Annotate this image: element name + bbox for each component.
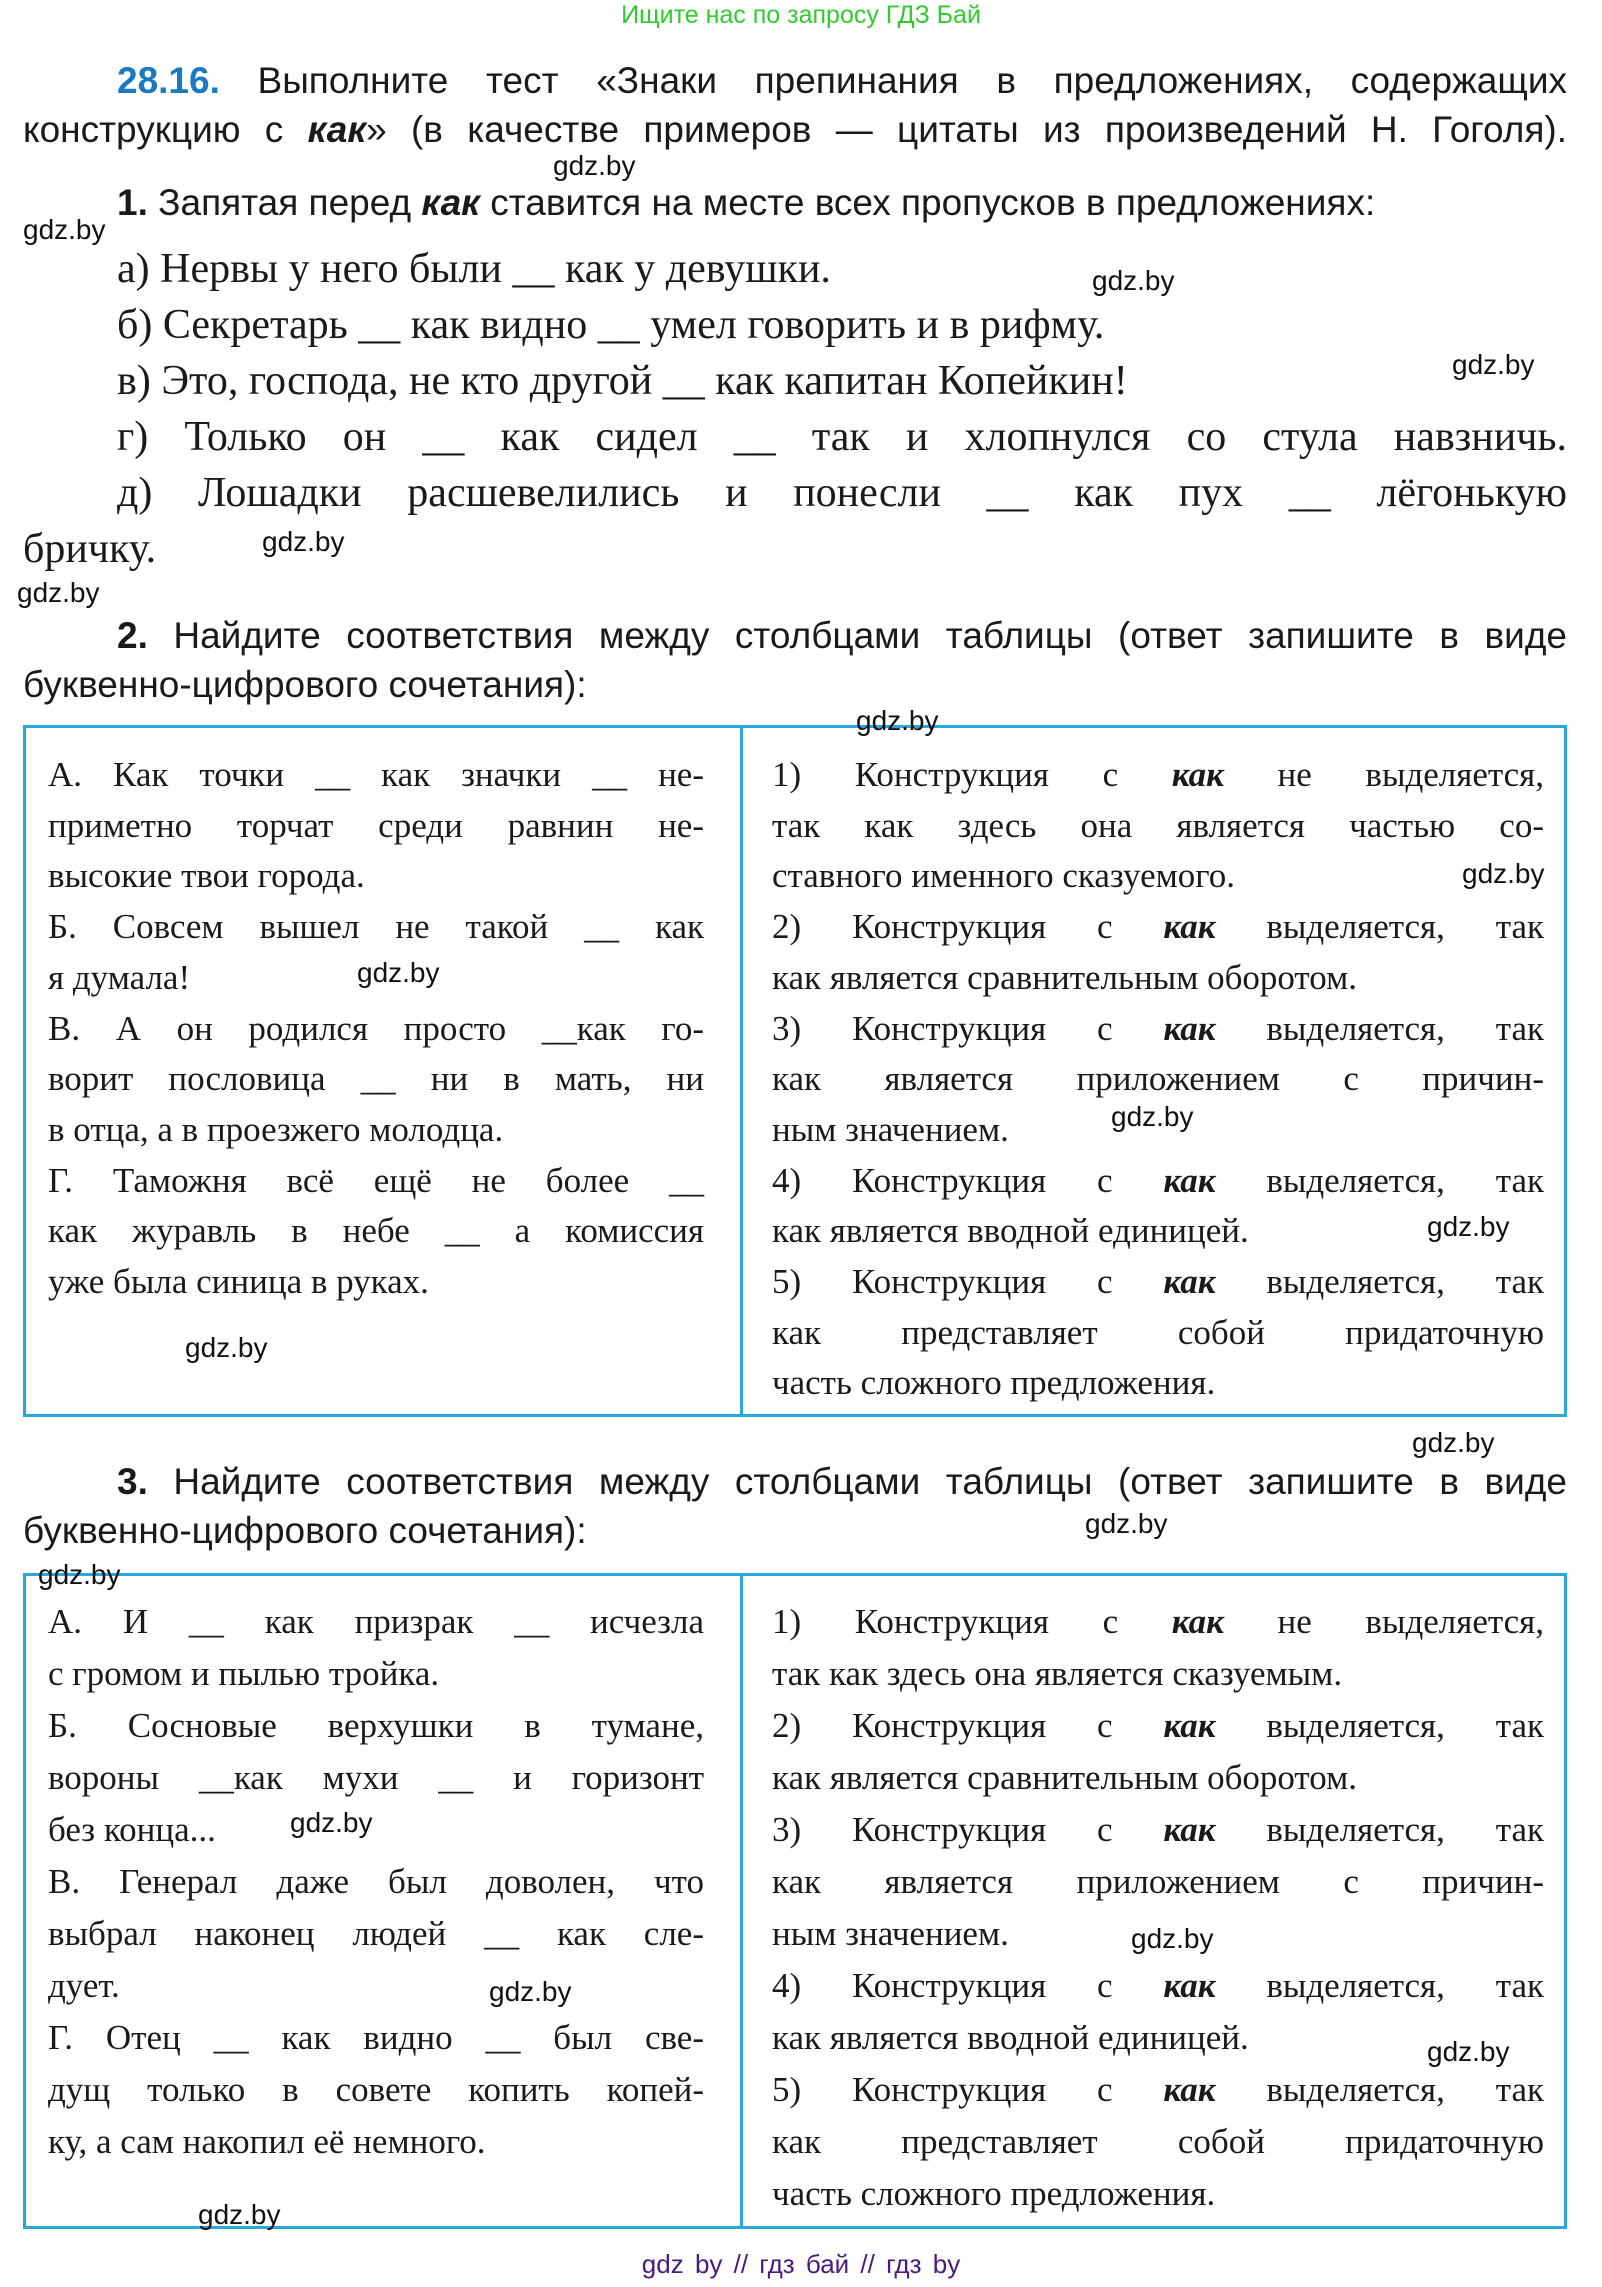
task3-table xyxy=(23,1573,1567,2229)
text-segment: не выделяется, xyxy=(1223,755,1545,794)
text-line xyxy=(48,2012,704,2064)
text-segment: выделяется, так xyxy=(1215,1262,1544,1302)
text-segment: ставится на месте всех пропусков в предложениях: xyxy=(479,182,1376,223)
text-segment: дует. xyxy=(48,1966,120,2005)
text-line xyxy=(48,1908,704,1960)
task2-left-column xyxy=(48,750,704,1308)
text-segment: выделяется, так xyxy=(1215,1008,1544,1048)
watermark: gdz.by xyxy=(553,150,636,181)
text-segment: выделяется, так xyxy=(1215,1706,1544,1745)
text-segment: ным значением. xyxy=(772,1914,1009,1953)
keyword-kak: как xyxy=(1163,1008,1216,1048)
task2-table xyxy=(23,725,1567,1417)
text-line xyxy=(772,2116,1544,2168)
text-segment: не выделяется, xyxy=(1223,1602,1545,1641)
text-segment: как является вводной единицей. xyxy=(772,2018,1249,2057)
watermark: gdz.by xyxy=(856,705,939,736)
text-segment: так как здесь она является частью со- xyxy=(772,805,1544,845)
watermark: gdz.by xyxy=(1131,1923,1214,1954)
text-segment: ку, а сам накопил её немного. xyxy=(48,2122,486,2161)
watermark: gdz.by xyxy=(262,526,345,557)
text-segment: Г. Таможня всё ещё не более __ xyxy=(48,1160,704,1200)
watermark: gdz.by xyxy=(1092,265,1175,296)
keyword-kak: как xyxy=(421,182,480,223)
task3-heading-line-1 xyxy=(23,1457,1567,1506)
text-segment: без конца... xyxy=(48,1810,216,1849)
text-segment: с громом и пылью тройка. xyxy=(48,1654,440,1693)
task3-number: 3. xyxy=(117,1461,148,1502)
text-line xyxy=(772,1648,1544,1700)
text-line xyxy=(48,1004,704,1055)
text-line xyxy=(48,1257,704,1308)
text-line xyxy=(772,2168,1544,2220)
table-divider xyxy=(740,1576,743,2226)
watermark: gdz.by xyxy=(1427,2036,1510,2067)
text-segment: А. Как точки __ как значки __ не- xyxy=(48,755,704,794)
text-line xyxy=(772,1358,1544,1409)
task3-heading xyxy=(23,1457,1567,1555)
task3-heading-line-2: буквенно-цифрового сочетания): xyxy=(23,1510,587,1551)
text-line xyxy=(772,1804,1544,1856)
task2-heading-line-1 xyxy=(23,611,1567,660)
keyword-kak: как xyxy=(1163,1810,1216,1849)
text-segment: Г. Отец __ как видно __ был све- xyxy=(48,2018,704,2057)
task1-number: 1. xyxy=(117,182,148,223)
text-segment: приметно торчат среди равнин не- xyxy=(48,805,704,845)
text-line xyxy=(772,801,1544,852)
text-line: г) Только он __ как сидел __ так и хлопнулся со стула навзничь. xyxy=(117,414,1567,460)
task1-question-line xyxy=(23,178,1567,227)
watermark: gdz.by xyxy=(1462,858,1545,889)
keyword-kak: как xyxy=(1163,1966,1216,2005)
text-line: бричку. xyxy=(23,526,157,572)
text-line xyxy=(48,1752,704,1804)
text-segment: выбрал наконец людей __ как сле- xyxy=(48,1914,704,1953)
text-line xyxy=(772,1752,1544,1804)
text-line xyxy=(48,1960,704,2012)
task3-heading-text: Найдите соответствия между столбцами таблицы (ответ запишите в виде xyxy=(147,1461,1567,1502)
text-segment: как является сравнительным оборотом. xyxy=(772,1758,1358,1797)
text-line xyxy=(772,1856,1544,1908)
watermark: gdz.by xyxy=(198,2199,281,2230)
text-line xyxy=(48,1856,704,1908)
text-segment: Запятая перед xyxy=(147,182,422,223)
text-segment: дущ только в совете копить копей- xyxy=(48,2070,704,2109)
text-segment: Б. Сосновые верхушки в тумане, xyxy=(48,1706,704,1745)
text-segment: выделяется, так xyxy=(1215,1966,1544,2005)
text-line xyxy=(48,750,704,801)
footer-links[interactable]: gdz by // гдз бай // гдз by xyxy=(641,2249,961,2279)
text-segment: 3) Конструкция с xyxy=(772,1810,1164,1849)
text-line xyxy=(48,801,704,852)
keyword-kak: как xyxy=(1171,1602,1224,1641)
text-line xyxy=(772,953,1544,1004)
task2-right-column xyxy=(772,750,1544,1409)
keyword-kak: как xyxy=(1163,1706,1216,1745)
text-segment: 3) Конструкция с xyxy=(772,1008,1164,1048)
text-line xyxy=(48,1156,704,1207)
watermark: gdz.by xyxy=(23,214,106,245)
text-line xyxy=(48,851,704,902)
watermark: gdz.by xyxy=(1111,1101,1194,1132)
text-line xyxy=(772,1596,1544,1648)
text-line xyxy=(48,1054,704,1105)
text-segment: 2) Конструкция с xyxy=(772,1706,1164,1745)
watermark: gdz.by xyxy=(185,1332,268,1363)
text-segment: вороны __как мухи __ и горизонт xyxy=(48,1758,704,1797)
text-line xyxy=(772,2064,1544,2116)
text-segment: 1) Конструкция с xyxy=(772,1602,1172,1641)
watermark: gdz.by xyxy=(1452,349,1535,380)
exercise-intro-line-1 xyxy=(23,56,1567,105)
text-line: а) Нервы у него были __ как у девушки. xyxy=(117,246,831,292)
text-line: д) Лошадки расшевелились и понесли __ как пух __ лёгонькую xyxy=(117,470,1567,516)
text-line xyxy=(772,1257,1544,1308)
text-line xyxy=(772,902,1544,953)
text-segment: как является вводной единицей. xyxy=(772,1211,1249,1251)
text-segment: 5) Конструкция с xyxy=(772,1262,1164,1302)
task1-options xyxy=(23,241,1567,577)
text-segment: как является приложением с причин- xyxy=(772,1059,1544,1099)
keyword-kak: как xyxy=(1171,755,1224,794)
search-banner[interactable]: Ищите нас по запросу ГДЗ Бай xyxy=(621,1,981,29)
keyword-kak: как xyxy=(1163,1160,1216,1200)
text-line: в) Это, господа, не кто другой __ как капитан Копейкин! xyxy=(117,358,1128,404)
text-segment: уже была синица в руках. xyxy=(48,1262,429,1302)
watermark: gdz.by xyxy=(1412,1427,1495,1458)
table-divider xyxy=(740,728,743,1414)
text-segment: ставного именного сказуемого. xyxy=(772,856,1235,896)
text-line xyxy=(772,1960,1544,2012)
watermark: gdz.by xyxy=(1427,1211,1510,1242)
task2-heading-text: Найдите соответствия между столбцами таблицы (ответ запишите в виде xyxy=(147,615,1567,656)
text-segment: конструкцию с xyxy=(23,109,308,150)
text-segment: как является приложением с причин- xyxy=(772,1862,1544,1901)
text-segment: 4) Конструкция с xyxy=(772,1160,1164,1200)
exercise-header xyxy=(23,56,1567,154)
text-line: б) Секретарь __ как видно __ умел говорить и в рифму. xyxy=(117,302,1105,348)
text-segment: ным значением. xyxy=(772,1109,1009,1149)
watermark: gdz.by xyxy=(489,1976,572,2007)
task3-right-column xyxy=(772,1596,1544,2220)
text-segment: я думала! xyxy=(48,957,191,997)
watermark: gdz.by xyxy=(357,957,440,988)
text-segment: в отца, а в проезжего молодца. xyxy=(48,1109,504,1149)
watermark: gdz.by xyxy=(17,577,100,608)
text-segment: выделяется, так xyxy=(1215,907,1544,947)
text-segment: высокие твои города. xyxy=(48,856,365,896)
text-segment: выделяется, так xyxy=(1215,1810,1544,1849)
text-segment: 4) Конструкция с xyxy=(772,1966,1164,2005)
text-line xyxy=(48,1648,704,1700)
text-line xyxy=(48,1596,704,1648)
text-segment: 1) Конструкция с xyxy=(772,755,1172,794)
text-line xyxy=(48,902,704,953)
text-segment: выделяется, так xyxy=(1215,1160,1544,1200)
keyword-kak: как xyxy=(1163,1262,1216,1302)
exercise-intro-line-2 xyxy=(23,105,1567,154)
text-segment: В. А он родился просто __как го- xyxy=(48,1008,704,1048)
watermark: gdz.by xyxy=(1085,1508,1168,1539)
task2-heading-line-2: буквенно-цифрового сочетания): xyxy=(23,664,587,705)
watermark: gdz.by xyxy=(38,1559,121,1590)
text-line xyxy=(48,2116,704,2168)
keyword-kak: как xyxy=(1163,907,1216,947)
text-line xyxy=(772,851,1544,902)
exercise-intro-text: Выполните тест «Знаки препинания в предложениях, содержащих xyxy=(219,60,1567,101)
text-segment: как представляет собой придаточную xyxy=(772,1312,1544,1352)
text-segment: выделяется, так xyxy=(1215,2070,1544,2109)
text-segment: как является сравнительным оборотом. xyxy=(772,957,1358,997)
text-line xyxy=(772,1700,1544,1752)
text-segment: часть сложного предложения. xyxy=(772,2174,1216,2213)
text-segment: ворит пословица __ ни в мать, ни xyxy=(48,1059,704,1099)
text-line xyxy=(48,1804,704,1856)
keyword-kak: как xyxy=(307,109,367,150)
text-line xyxy=(48,1206,704,1257)
text-segment: как представляет собой придаточную xyxy=(772,2122,1544,2161)
task3-left-column xyxy=(48,1596,704,2168)
text-segment: 2) Конструкция с xyxy=(772,907,1164,947)
text-segment: 5) Конструкция с xyxy=(772,2070,1164,2109)
text-segment: В. Генерал даже был доволен, что xyxy=(48,1862,704,1901)
text-line xyxy=(772,1054,1544,1105)
text-segment: А. И __ как призрак __ исчезла xyxy=(48,1602,704,1641)
watermark: gdz.by xyxy=(290,1807,373,1838)
text-segment: как журавль в небе __ а комиссия xyxy=(48,1211,704,1251)
text-segment: так как здесь она является сказуемым. xyxy=(772,1654,1343,1693)
text-line xyxy=(772,1308,1544,1359)
text-line xyxy=(772,1156,1544,1207)
text-line xyxy=(48,2064,704,2116)
exercise-number: 28.16. xyxy=(117,60,220,101)
text-segment: часть сложного предложения. xyxy=(772,1363,1216,1403)
task2-heading xyxy=(23,611,1567,709)
text-line xyxy=(772,1004,1544,1055)
task1-question xyxy=(23,178,1567,227)
task2-number: 2. xyxy=(117,615,148,656)
text-line xyxy=(48,1700,704,1752)
keyword-kak: как xyxy=(1163,2070,1216,2109)
text-segment: Б. Совсем вышел не такой __ как xyxy=(48,907,704,947)
text-line xyxy=(772,750,1544,801)
text-line xyxy=(48,1105,704,1156)
text-segment: » (в качестве примеров — цитаты из произведений Н. Гоголя). xyxy=(366,109,1567,150)
